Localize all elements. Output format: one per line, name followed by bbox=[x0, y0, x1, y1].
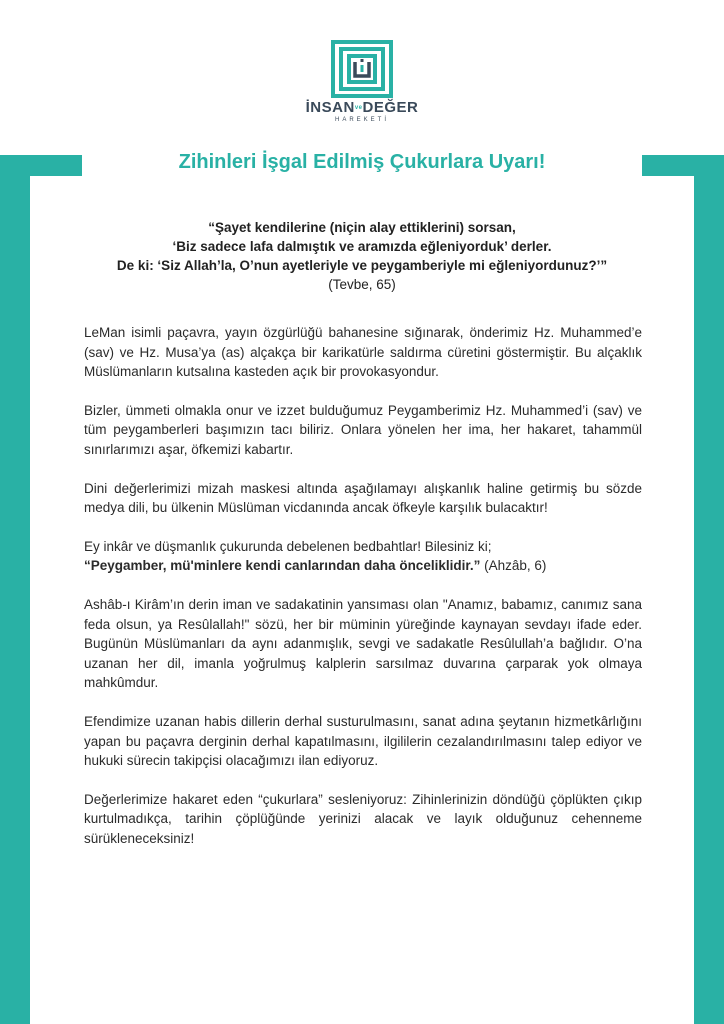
logo-emblem-icon bbox=[331, 40, 393, 98]
paragraph-1: LeMan isimli paçavra, yayın özgürlüğü bahanesine sığınarak, önderimiz Hz. Muhammed’e (sav) ve Hz. Musa’ya (as) alçakça bir karikatürle saldırma cüretini göstermiştir. Bu alçaklık Müslümanların kutsalına kasteden açık bir provokasyondur. bbox=[84, 325, 642, 380]
paragraph-5: Ashâb-ı Kirâm’ın derin iman ve sadakatinin yansıması olan "Anamız, babamız, canımız sana feda olsun, ya Resûlallah!" sözü, her bir müminin yüreğinde kaynayan sevdayı ifade eder. Bugünün Müslümanları da aynı adanmışlık, sevgi ve sadakatle Resûlullah’a bağlıdır. O’na uzanan her dil, imanla yoğrulmuş kalplerin sarsılmaz duvarına çarparak yok olmaya mahkûmdur. bbox=[84, 596, 642, 691]
logo-name-ve: ve bbox=[354, 105, 363, 112]
statement-body bbox=[84, 323, 642, 867]
paragraph-4 bbox=[84, 537, 642, 576]
organization-logo bbox=[302, 40, 422, 132]
logo-name-left: İNSAN bbox=[305, 99, 355, 116]
paragraph-4-verse: “Peygamber, mü'minlere kendi canlarından daha önceliklidir.” bbox=[84, 558, 481, 574]
verse-quote bbox=[60, 218, 664, 294]
paragraph-4-intro: Ey inkâr ve düşmanlık çukurunda debelenen bedbahtlar! Bilesiniz ki; bbox=[84, 538, 492, 554]
quote-line-3: De ki: ‘Siz Allah’la, O’nun ayetleriyle ve peygamberiyle mi eğleniyordunuz?’” bbox=[116, 258, 608, 273]
page-title: Zihinleri İşgal Edilmiş Çukurlara Uyarı! bbox=[178, 151, 546, 173]
paragraph-4-source: (Ahzâb, 6) bbox=[480, 558, 547, 574]
paragraph-7: Değerlerimize hakaret eden “çukurlara” sesleniyoruz: Zihinlerinizin döndüğü çöplükten çıkıp kurtulmadıkça, tarihin çöplüğünde yerinizi alacak ve layık olduğunuz cehenneme sürükleneceksiniz! bbox=[84, 791, 642, 846]
paragraph-6: Efendimize uzanan habis dillerin derhal susturulmasını, sanat adına şeytanın hizmetkârlığını yapan bu paçavra derginin derhal kapatılmasını, ilgililerin cezalandırılmasını talep ediyor ve hukuki sürecin takipçisi olacağımızı ilan ediyoruz. bbox=[84, 713, 642, 769]
logo-wordmark bbox=[302, 100, 422, 116]
paragraph-2: Bizler, ümmeti olmakla onur ve izzet bulduğumuz Peygamberimiz Hz. Muhammed’i (sav) ve tüm peygamberleri başımızın tacı biliriz. Onlara yönelen her ima, her hakaret, tahammül sınırlarımızı aşar, öfkemizi kabartır. bbox=[84, 402, 642, 457]
quote-line-1: “Şayet kendilerine (niçin alay ettiklerini) sorsan, bbox=[208, 220, 516, 235]
logo-subtitle: HAREKETİ bbox=[334, 117, 389, 124]
logo-name-right: DEĞER bbox=[362, 99, 419, 116]
quote-source: (Tevbe, 65) bbox=[328, 277, 396, 292]
quote-line-2: ‘Biz sadece lafa dalmıştık ve aramızda eğleniyorduk’ derler. bbox=[172, 239, 552, 254]
paragraph-3: Dini değerlerimizi mizah maskesi altında aşağılamayı alışkanlık haline getirmiş bu sözde medya dili, bu ülkenin Müslüman vicdanında ancak öfkeyle karşılık bulacaktır! bbox=[84, 480, 642, 516]
